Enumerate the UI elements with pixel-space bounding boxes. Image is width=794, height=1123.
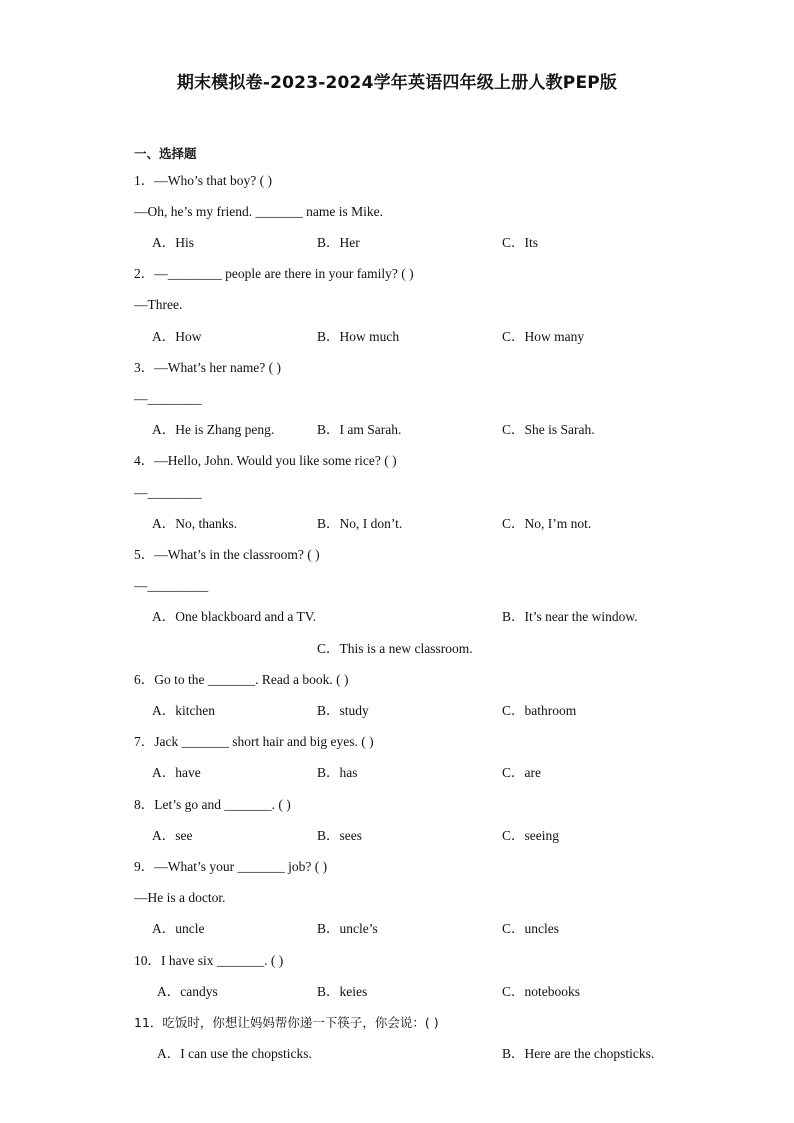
question-7-option-a[interactable]: A．have: [152, 765, 201, 780]
question-7-option-b[interactable]: B．has: [317, 765, 358, 780]
question-3-option-b[interactable]: B．I am Sarah.: [317, 422, 402, 437]
question-5-option-a[interactable]: A．One blackboard and a TV.: [152, 609, 317, 624]
question-2-stem: 2．—________ people are there in your family? ( ): [134, 266, 414, 281]
question-9-option-b[interactable]: B．uncle’s: [317, 921, 378, 936]
question-1-dialogue: —Oh, he’s my friend. _______ name is Mike.: [134, 204, 383, 219]
question-9-option-c[interactable]: C．uncles: [502, 921, 559, 936]
question-2-dialogue: —Three.: [134, 297, 183, 312]
question-9-stem: 9．—What’s your _______ job? ( ): [134, 859, 328, 874]
question-5-option-c[interactable]: C．This is a new classroom.: [317, 641, 473, 656]
question-11-stem: 11．吃饭时，你想让妈妈帮你递一下筷子，你会说：( ): [134, 1015, 439, 1030]
question-5-option-b[interactable]: B．It’s near the window.: [502, 609, 638, 624]
question-1-stem: 1．—Who’s that boy? ( ): [134, 173, 272, 188]
question-7-option-c[interactable]: C．are: [502, 765, 541, 780]
question-7-stem: 7．Jack _______ short hair and big eyes. ( ): [134, 734, 374, 749]
question-2-option-a[interactable]: A．How: [152, 329, 202, 344]
question-10-option-a[interactable]: A．candys: [157, 984, 218, 999]
question-2-option-c[interactable]: C．How many: [502, 329, 585, 344]
question-3-option-a[interactable]: A．He is Zhang peng.: [152, 422, 275, 437]
question-6-stem: 6．Go to the _______. Read a book. ( ): [134, 672, 349, 687]
question-1-option-b[interactable]: B．Her: [317, 235, 360, 250]
question-4-dialogue: —________: [134, 485, 202, 500]
question-8-option-c[interactable]: C．seeing: [502, 828, 559, 843]
question-10-option-c[interactable]: C．notebooks: [502, 984, 581, 999]
question-6-option-b[interactable]: B．study: [317, 703, 369, 718]
question-11-option-a[interactable]: A．I can use the chopsticks.: [157, 1046, 312, 1061]
question-3-dialogue: —________: [134, 391, 202, 406]
question-5-dialogue: —_________: [134, 578, 209, 593]
question-4-option-c[interactable]: C．No, I’m not.: [502, 516, 592, 531]
question-4-option-a[interactable]: A．No, thanks.: [152, 516, 238, 531]
question-3-option-c[interactable]: C．She is Sarah.: [502, 422, 595, 437]
question-10-option-b[interactable]: B．keies: [317, 984, 368, 999]
page-title: 期末模拟卷-2023-2024学年英语四年级上册人教PEP版: [176, 73, 618, 93]
question-8-stem: 8．Let’s go and _______. ( ): [134, 797, 291, 812]
question-10-stem: 10．I have six _______. ( ): [134, 953, 284, 968]
question-9-option-a[interactable]: A．uncle: [152, 921, 205, 936]
question-9-dialogue: —He is a doctor.: [134, 890, 226, 905]
question-11-option-b[interactable]: B．Here are the chopsticks.: [502, 1046, 655, 1061]
question-2-option-b[interactable]: B．How much: [317, 329, 400, 344]
question-8-option-a[interactable]: A．see: [152, 828, 193, 843]
question-1-option-a[interactable]: A．His: [152, 235, 195, 250]
question-6-option-a[interactable]: A．kitchen: [152, 703, 215, 718]
question-8-option-b[interactable]: B．sees: [317, 828, 362, 843]
question-6-option-c[interactable]: C．bathroom: [502, 703, 577, 718]
section-heading: 一、选择题: [134, 146, 197, 161]
question-4-option-b[interactable]: B．No, I don’t.: [317, 516, 403, 531]
question-4-stem: 4．—Hello, John. Would you like some rice? ( ): [134, 453, 397, 468]
question-3-stem: 3．—What’s her name? ( ): [134, 360, 281, 375]
question-1-option-c[interactable]: C．Its: [502, 235, 539, 250]
question-5-stem: 5．—What’s in the classroom? ( ): [134, 547, 320, 562]
